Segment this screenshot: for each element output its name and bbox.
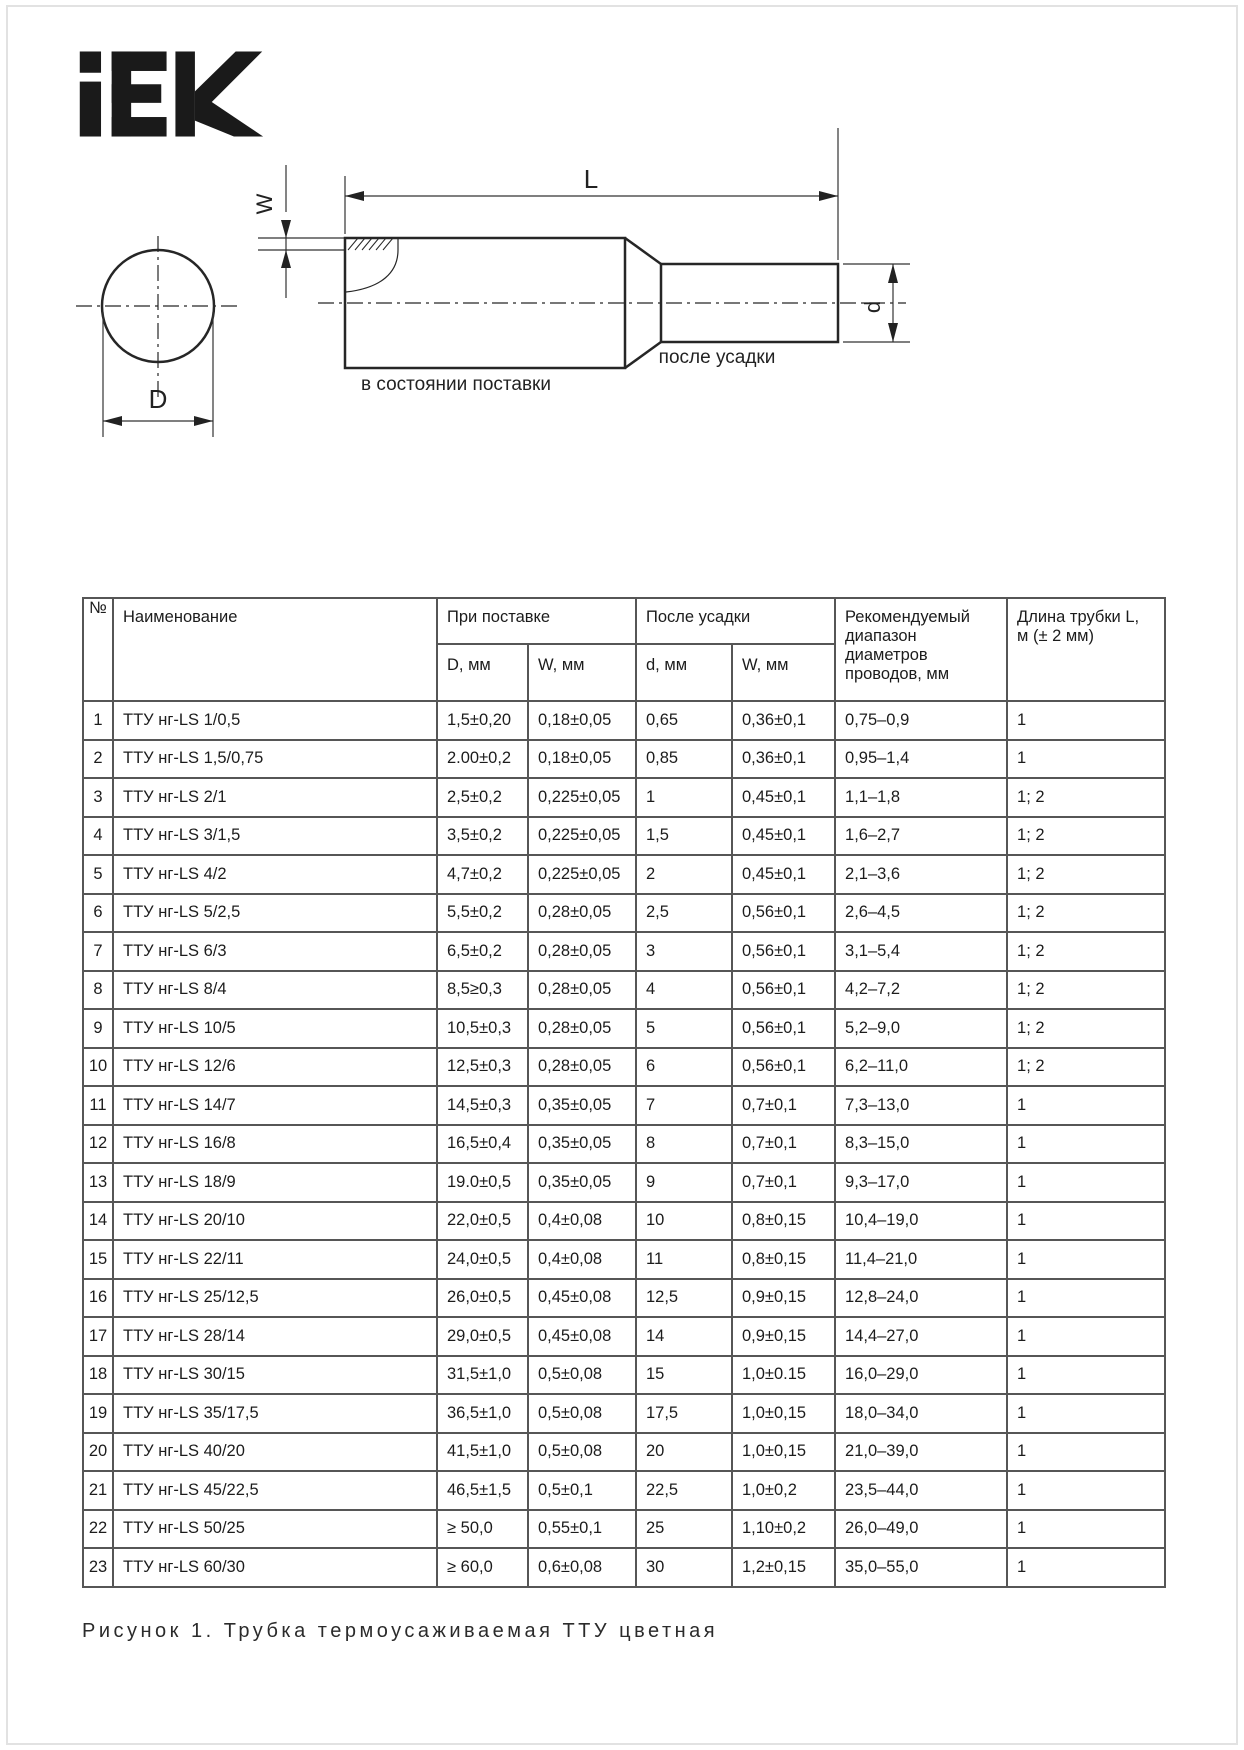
cell-supply-w: 0,28±0,05 bbox=[528, 971, 636, 1010]
cell-supply-w: 0,55±0,1 bbox=[528, 1510, 636, 1549]
cell-supply-w: 0,35±0,05 bbox=[528, 1163, 636, 1202]
cell-tube-length: 1; 2 bbox=[1007, 1009, 1165, 1048]
cell-name: ТТУ нг-LS 8/4 bbox=[113, 971, 437, 1010]
table-row bbox=[83, 1356, 1165, 1395]
table-row bbox=[83, 1548, 1165, 1587]
cell-shrunk-d: 7 bbox=[636, 1086, 732, 1125]
cell-shrunk-w: 0,56±0,1 bbox=[732, 1048, 835, 1087]
cell-wire-range: 23,5–44,0 bbox=[835, 1471, 1007, 1510]
cell-name: ТТУ нг-LS 30/15 bbox=[113, 1356, 437, 1395]
cell-shrunk-w: 1,10±0,2 bbox=[732, 1510, 835, 1549]
cell-tube-length: 1 bbox=[1007, 1394, 1165, 1433]
header-tube-length: Длина трубки L, м (± 2 мм) bbox=[1007, 598, 1165, 701]
cell-shrunk-d: 4 bbox=[636, 971, 732, 1010]
cell-tube-length: 1 bbox=[1007, 1356, 1165, 1395]
logo-i-dot bbox=[80, 51, 101, 72]
cell-name: ТТУ нг-LS 40/20 bbox=[113, 1433, 437, 1472]
cell-tube-length: 1; 2 bbox=[1007, 1048, 1165, 1087]
cell-wire-range: 1,6–2,7 bbox=[835, 817, 1007, 856]
cell-shrunk-w: 0,8±0,15 bbox=[732, 1240, 835, 1279]
cell-supply-w: 0,5±0,08 bbox=[528, 1356, 636, 1395]
cell-supply-w: 0,225±0,05 bbox=[528, 855, 636, 894]
cell-shrunk-w: 0,36±0,1 bbox=[732, 740, 835, 779]
cell-shrunk-w: 1,0±0,15 bbox=[732, 1394, 835, 1433]
cell-shrunk-w: 0,36±0,1 bbox=[732, 701, 835, 740]
header-group-shrunk: После усадки bbox=[636, 598, 835, 644]
cell-wire-range: 2,6–4,5 bbox=[835, 894, 1007, 933]
cell-wire-range: 2,1–3,6 bbox=[835, 855, 1007, 894]
table-row bbox=[83, 701, 1165, 740]
cell-supply-w: 0,5±0,08 bbox=[528, 1433, 636, 1472]
cell-supply-w: 0,45±0,08 bbox=[528, 1317, 636, 1356]
cell-supply-d: 2,5±0,2 bbox=[437, 778, 528, 817]
table-row bbox=[83, 1048, 1165, 1087]
cell-num: 10 bbox=[83, 1048, 113, 1087]
cell-num: 16 bbox=[83, 1279, 113, 1318]
cell-shrunk-d: 25 bbox=[636, 1510, 732, 1549]
cell-shrunk-w: 0,56±0,1 bbox=[732, 932, 835, 971]
cell-supply-d: 41,5±1,0 bbox=[437, 1433, 528, 1472]
table-row bbox=[83, 855, 1165, 894]
cell-num: 6 bbox=[83, 894, 113, 933]
cell-supply-d: 22,0±0,5 bbox=[437, 1202, 528, 1241]
cell-shrunk-d: 5 bbox=[636, 1009, 732, 1048]
cell-num: 9 bbox=[83, 1009, 113, 1048]
cell-wire-range: 12,8–24,0 bbox=[835, 1279, 1007, 1318]
cell-tube-length: 1 bbox=[1007, 1202, 1165, 1241]
table-row bbox=[83, 971, 1165, 1010]
cell-supply-w: 0,28±0,05 bbox=[528, 1009, 636, 1048]
arrow-left-icon bbox=[345, 191, 364, 201]
dim-label-d: d bbox=[860, 300, 885, 314]
cell-name: ТТУ нг-LS 6/3 bbox=[113, 932, 437, 971]
cell-supply-w: 0,18±0,05 bbox=[528, 740, 636, 779]
cell-shrunk-w: 0,7±0,1 bbox=[732, 1163, 835, 1202]
cell-tube-length: 1 bbox=[1007, 740, 1165, 779]
cell-shrunk-d: 20 bbox=[636, 1433, 732, 1472]
cell-supply-w: 0,18±0,05 bbox=[528, 701, 636, 740]
header-wire-range: Рекомендуемый диапазон диаметров проводов, мм bbox=[835, 598, 1007, 701]
table-row bbox=[83, 1510, 1165, 1549]
cell-num: 13 bbox=[83, 1163, 113, 1202]
cell-wire-range: 1,1–1,8 bbox=[835, 778, 1007, 817]
header-group-supply: При поставке bbox=[437, 598, 636, 644]
cell-shrunk-d: 11 bbox=[636, 1240, 732, 1279]
arrow-down-icon bbox=[888, 323, 898, 342]
dim-label-D: D bbox=[148, 384, 168, 414]
cell-tube-length: 1 bbox=[1007, 1086, 1165, 1125]
figure-caption: Рисунок 1. Трубка термоусаживаемая ТТУ цветная bbox=[82, 1620, 719, 1642]
cell-shrunk-d: 3 bbox=[636, 932, 732, 971]
cell-shrunk-w: 0,56±0,1 bbox=[732, 971, 835, 1010]
cell-num: 17 bbox=[83, 1317, 113, 1356]
cell-shrunk-w: 1,0±0,15 bbox=[732, 1433, 835, 1472]
cell-shrunk-d: 12,5 bbox=[636, 1279, 732, 1318]
table-row bbox=[83, 1433, 1165, 1472]
table-row bbox=[83, 1009, 1165, 1048]
table-row bbox=[83, 1279, 1165, 1318]
cell-supply-w: 0,28±0,05 bbox=[528, 894, 636, 933]
cell-supply-d: 29,0±0,5 bbox=[437, 1317, 528, 1356]
cell-wire-range: 14,4–27,0 bbox=[835, 1317, 1007, 1356]
cell-supply-w: 0,5±0,1 bbox=[528, 1471, 636, 1510]
table-row bbox=[83, 1125, 1165, 1164]
cell-tube-length: 1 bbox=[1007, 1163, 1165, 1202]
arrow-right-icon bbox=[194, 416, 213, 426]
cell-supply-d: ≥ 60,0 bbox=[437, 1548, 528, 1587]
cell-supply-d: 12,5±0,3 bbox=[437, 1048, 528, 1087]
cell-tube-length: 1 bbox=[1007, 1317, 1165, 1356]
cell-supply-d: 16,5±0,4 bbox=[437, 1125, 528, 1164]
cell-shrunk-d: 22,5 bbox=[636, 1471, 732, 1510]
cell-shrunk-d: 15 bbox=[636, 1356, 732, 1395]
cell-tube-length: 1; 2 bbox=[1007, 855, 1165, 894]
cell-num: 21 bbox=[83, 1471, 113, 1510]
cell-wire-range: 21,0–39,0 bbox=[835, 1433, 1007, 1472]
arrow-down-icon bbox=[281, 220, 291, 238]
table-row bbox=[83, 778, 1165, 817]
cell-supply-d: 4,7±0,2 bbox=[437, 855, 528, 894]
cell-name: ТТУ нг-LS 28/14 bbox=[113, 1317, 437, 1356]
cell-shrunk-d: 2,5 bbox=[636, 894, 732, 933]
cell-num: 22 bbox=[83, 1510, 113, 1549]
cell-wire-range: 8,3–15,0 bbox=[835, 1125, 1007, 1164]
cell-tube-length: 1 bbox=[1007, 1125, 1165, 1164]
cell-supply-d: 3,5±0,2 bbox=[437, 817, 528, 856]
cell-supply-d: 2.00±0,2 bbox=[437, 740, 528, 779]
cell-shrunk-w: 0,45±0,1 bbox=[732, 817, 835, 856]
table-row bbox=[83, 1394, 1165, 1433]
cell-num: 2 bbox=[83, 740, 113, 779]
cell-name: ТТУ нг-LS 14/7 bbox=[113, 1086, 437, 1125]
arrow-up-icon bbox=[281, 250, 291, 268]
header-supply-w: W, мм bbox=[528, 644, 636, 701]
table-row bbox=[83, 1317, 1165, 1356]
cell-tube-length: 1; 2 bbox=[1007, 894, 1165, 933]
header-row-groups bbox=[83, 598, 1165, 644]
dim-label-W: W bbox=[252, 193, 277, 215]
logo-k-upper-leg bbox=[195, 51, 262, 101]
cell-wire-range: 11,4–21,0 bbox=[835, 1240, 1007, 1279]
cell-name: ТТУ нг-LS 45/22,5 bbox=[113, 1471, 437, 1510]
header-shrunk-d: d, мм bbox=[636, 644, 732, 701]
cell-shrunk-d: 6 bbox=[636, 1048, 732, 1087]
cell-tube-length: 1; 2 bbox=[1007, 971, 1165, 1010]
table-row bbox=[83, 1202, 1165, 1241]
cell-name: ТТУ нг-LS 18/9 bbox=[113, 1163, 437, 1202]
cell-wire-range: 7,3–13,0 bbox=[835, 1086, 1007, 1125]
cell-shrunk-d: 8 bbox=[636, 1125, 732, 1164]
cell-supply-w: 0,28±0,05 bbox=[528, 932, 636, 971]
cell-name: ТТУ нг-LS 1/0,5 bbox=[113, 701, 437, 740]
cell-shrunk-d: 0,65 bbox=[636, 701, 732, 740]
cell-shrunk-w: 0,9±0,15 bbox=[732, 1279, 835, 1318]
cell-shrunk-w: 0,56±0,1 bbox=[732, 894, 835, 933]
cell-tube-length: 1 bbox=[1007, 1279, 1165, 1318]
cell-supply-w: 0,28±0,05 bbox=[528, 1048, 636, 1087]
cell-wire-range: 6,2–11,0 bbox=[835, 1048, 1007, 1087]
cell-name: ТТУ нг-LS 4/2 bbox=[113, 855, 437, 894]
cell-name: ТТУ нг-LS 10/5 bbox=[113, 1009, 437, 1048]
table-row bbox=[83, 817, 1165, 856]
cell-supply-d: 5,5±0,2 bbox=[437, 894, 528, 933]
cell-shrunk-d: 2 bbox=[636, 855, 732, 894]
cell-shrunk-d: 10 bbox=[636, 1202, 732, 1241]
cell-wire-range: 26,0–49,0 bbox=[835, 1510, 1007, 1549]
header-shrunk-w: W, мм bbox=[732, 644, 835, 701]
cell-name: ТТУ нг-LS 25/12,5 bbox=[113, 1279, 437, 1318]
cell-supply-w: 0,35±0,05 bbox=[528, 1125, 636, 1164]
cell-supply-d: 46,5±1,5 bbox=[437, 1471, 528, 1510]
cell-name: ТТУ нг-LS 5/2,5 bbox=[113, 894, 437, 933]
cell-tube-length: 1; 2 bbox=[1007, 932, 1165, 971]
cell-num: 1 bbox=[83, 701, 113, 740]
cell-shrunk-w: 0,45±0,1 bbox=[732, 778, 835, 817]
cell-shrunk-w: 0,7±0,1 bbox=[732, 1125, 835, 1164]
cell-tube-length: 1 bbox=[1007, 1510, 1165, 1549]
cell-wire-range: 18,0–34,0 bbox=[835, 1394, 1007, 1433]
cell-num: 4 bbox=[83, 817, 113, 856]
cell-supply-d: 24,0±0,5 bbox=[437, 1240, 528, 1279]
cell-shrunk-w: 1,0±0,2 bbox=[732, 1471, 835, 1510]
cell-shrunk-d: 9 bbox=[636, 1163, 732, 1202]
cell-supply-d: 14,5±0,3 bbox=[437, 1086, 528, 1125]
cell-supply-d: 26,0±0,5 bbox=[437, 1279, 528, 1318]
logo-e-top-arm bbox=[112, 51, 167, 70]
cell-shrunk-d: 30 bbox=[636, 1548, 732, 1587]
cell-supply-w: 0,5±0,08 bbox=[528, 1394, 636, 1433]
cell-tube-length: 1 bbox=[1007, 1471, 1165, 1510]
cell-tube-length: 1; 2 bbox=[1007, 778, 1165, 817]
cell-name: ТТУ нг-LS 1,5/0,75 bbox=[113, 740, 437, 779]
cell-name: ТТУ нг-LS 60/30 bbox=[113, 1548, 437, 1587]
taper-bottom bbox=[625, 342, 661, 368]
cell-name: ТТУ нг-LS 50/25 bbox=[113, 1510, 437, 1549]
cell-shrunk-d: 0,85 bbox=[636, 740, 732, 779]
cell-num: 7 bbox=[83, 932, 113, 971]
cell-tube-length: 1 bbox=[1007, 1548, 1165, 1587]
cell-name: ТТУ нг-LS 22/11 bbox=[113, 1240, 437, 1279]
table-header bbox=[83, 598, 1165, 701]
cell-shrunk-d: 1,5 bbox=[636, 817, 732, 856]
cell-num: 11 bbox=[83, 1086, 113, 1125]
cell-shrunk-w: 0,8±0,15 bbox=[732, 1202, 835, 1241]
header-supply-d: D, мм bbox=[437, 644, 528, 701]
cell-supply-d: 8,5≥0,3 bbox=[437, 971, 528, 1010]
tube-supply-view bbox=[318, 238, 906, 368]
cell-supply-d: 36,5±1,0 bbox=[437, 1394, 528, 1433]
arrow-up-icon bbox=[888, 264, 898, 283]
cell-num: 20 bbox=[83, 1433, 113, 1472]
cell-supply-w: 0,4±0,08 bbox=[528, 1240, 636, 1279]
table-body bbox=[83, 701, 1165, 1587]
cell-supply-w: 0,45±0,08 bbox=[528, 1279, 636, 1318]
dim-label-L: L bbox=[583, 164, 599, 194]
table-row bbox=[83, 894, 1165, 933]
cell-num: 19 bbox=[83, 1394, 113, 1433]
technical-drawing bbox=[0, 110, 1244, 490]
cell-tube-length: 1 bbox=[1007, 701, 1165, 740]
front-view bbox=[76, 236, 242, 402]
spec-table bbox=[82, 597, 1166, 1588]
cell-num: 12 bbox=[83, 1125, 113, 1164]
cell-supply-w: 0,4±0,08 bbox=[528, 1202, 636, 1241]
cell-wire-range: 10,4–19,0 bbox=[835, 1202, 1007, 1241]
table-row bbox=[83, 1163, 1165, 1202]
cell-tube-length: 1 bbox=[1007, 1240, 1165, 1279]
cell-shrunk-w: 1,0±0.15 bbox=[732, 1356, 835, 1395]
table-row bbox=[83, 1471, 1165, 1510]
cell-shrunk-d: 14 bbox=[636, 1317, 732, 1356]
cell-name: ТТУ нг-LS 2/1 bbox=[113, 778, 437, 817]
cell-supply-w: 0,225±0,05 bbox=[528, 817, 636, 856]
cell-shrunk-d: 17,5 bbox=[636, 1394, 732, 1433]
cell-num: 23 bbox=[83, 1548, 113, 1587]
cell-shrunk-d: 1 bbox=[636, 778, 732, 817]
cell-wire-range: 3,1–5,4 bbox=[835, 932, 1007, 971]
header-name: Наименование bbox=[113, 598, 437, 701]
cell-name: ТТУ нг-LS 16/8 bbox=[113, 1125, 437, 1164]
cell-supply-w: 0,35±0,05 bbox=[528, 1086, 636, 1125]
cell-name: ТТУ нг-LS 20/10 bbox=[113, 1202, 437, 1241]
cell-wire-range: 9,3–17,0 bbox=[835, 1163, 1007, 1202]
cell-num: 14 bbox=[83, 1202, 113, 1241]
cell-name: ТТУ нг-LS 35/17,5 bbox=[113, 1394, 437, 1433]
cell-num: 8 bbox=[83, 971, 113, 1010]
cell-num: 3 bbox=[83, 778, 113, 817]
cell-wire-range: 0,95–1,4 bbox=[835, 740, 1007, 779]
cell-supply-d: 10,5±0,3 bbox=[437, 1009, 528, 1048]
logo-e-mid-arm bbox=[112, 84, 162, 103]
header-num: № bbox=[83, 598, 113, 701]
arrow-right-icon bbox=[819, 191, 838, 201]
label-supply-state: в состоянии поставки bbox=[361, 374, 551, 395]
table-row bbox=[83, 932, 1165, 971]
cell-name: ТТУ нг-LS 12/6 bbox=[113, 1048, 437, 1087]
taper-top bbox=[625, 238, 661, 264]
cell-supply-d: 6,5±0,2 bbox=[437, 932, 528, 971]
cell-supply-d: ≥ 50,0 bbox=[437, 1510, 528, 1549]
cell-shrunk-w: 0,7±0,1 bbox=[732, 1086, 835, 1125]
label-after-shrink: после усадки bbox=[658, 347, 776, 368]
cell-num: 18 bbox=[83, 1356, 113, 1395]
cell-wire-range: 16,0–29,0 bbox=[835, 1356, 1007, 1395]
cell-supply-d: 19.0±0,5 bbox=[437, 1163, 528, 1202]
cell-supply-d: 1,5±0,20 bbox=[437, 701, 528, 740]
cell-shrunk-w: 0,9±0,15 bbox=[732, 1317, 835, 1356]
cell-wire-range: 0,75–0,9 bbox=[835, 701, 1007, 740]
cell-name: ТТУ нг-LS 3/1,5 bbox=[113, 817, 437, 856]
cell-shrunk-w: 1,2±0,15 bbox=[732, 1548, 835, 1587]
cell-supply-d: 31,5±1,0 bbox=[437, 1356, 528, 1395]
cell-wire-range: 35,0–55,0 bbox=[835, 1548, 1007, 1587]
cell-wire-range: 4,2–7,2 bbox=[835, 971, 1007, 1010]
cell-tube-length: 1 bbox=[1007, 1433, 1165, 1472]
cell-num: 15 bbox=[83, 1240, 113, 1279]
table-row bbox=[83, 740, 1165, 779]
cell-shrunk-w: 0,45±0,1 bbox=[732, 855, 835, 894]
cell-shrunk-w: 0,56±0,1 bbox=[732, 1009, 835, 1048]
arrow-left-icon bbox=[103, 416, 122, 426]
cell-wire-range: 5,2–9,0 bbox=[835, 1009, 1007, 1048]
table-row bbox=[83, 1086, 1165, 1125]
cell-supply-w: 0,6±0,08 bbox=[528, 1548, 636, 1587]
table-row bbox=[83, 1240, 1165, 1279]
cell-num: 5 bbox=[83, 855, 113, 894]
cell-supply-w: 0,225±0,05 bbox=[528, 778, 636, 817]
cell-tube-length: 1; 2 bbox=[1007, 817, 1165, 856]
